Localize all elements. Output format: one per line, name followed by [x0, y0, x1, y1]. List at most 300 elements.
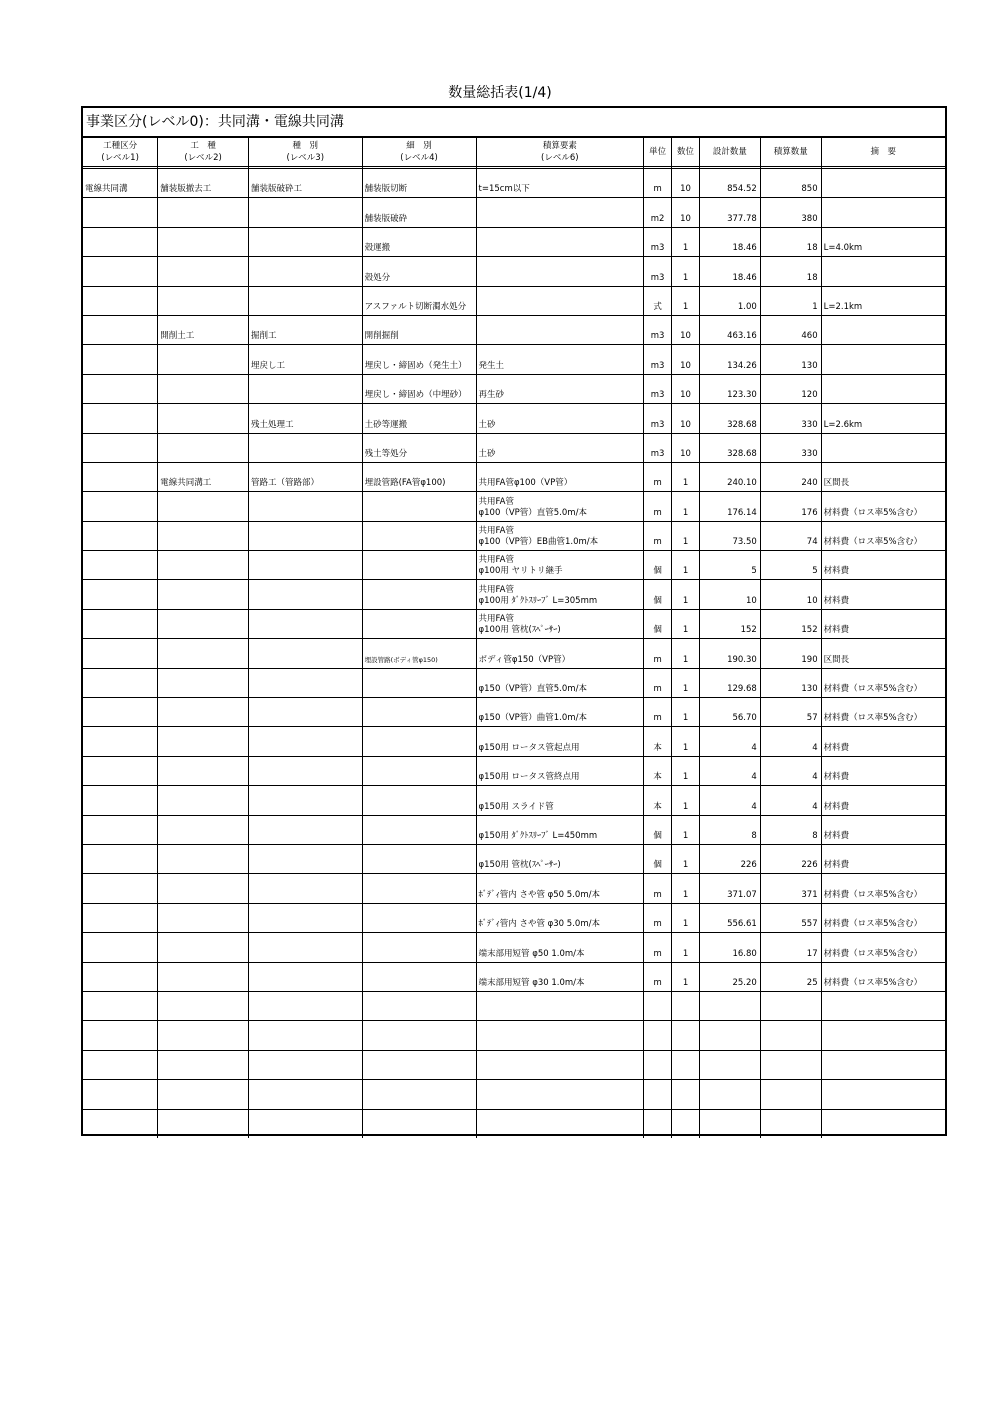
cell-level2	[158, 198, 249, 227]
cell-level2	[158, 404, 249, 433]
cell-note: 材料費（ロス率5%含む）	[821, 698, 945, 727]
cell-calc-qty: 4	[760, 786, 821, 815]
cell-level2	[158, 433, 249, 462]
cell-level2	[158, 345, 249, 374]
table-row	[83, 404, 945, 433]
cell-level4	[362, 580, 476, 609]
cell-design-qty: 328.68	[700, 404, 761, 433]
cell-design-qty: 190.30	[700, 639, 761, 668]
cell-digit: 1	[672, 462, 700, 491]
cell-calc-qty	[760, 1080, 821, 1109]
cell-level1	[83, 815, 158, 844]
cell-level1	[83, 933, 158, 962]
cell-digit	[672, 991, 700, 1020]
cell-level6-prefix: 共用FA管	[478, 496, 514, 507]
cell-level3	[248, 198, 362, 227]
cell-level1	[83, 286, 158, 315]
cell-digit: 1	[672, 227, 700, 256]
cell-level1	[83, 462, 158, 491]
cell-level4: 開削掘削	[362, 315, 476, 344]
cell-design-qty: 226	[700, 844, 761, 873]
table-row	[83, 1050, 945, 1079]
cell-digit	[672, 1021, 700, 1050]
cell-level6-prefix: 共用FA管	[478, 614, 514, 625]
header-row	[83, 138, 945, 167]
cell-level4	[362, 962, 476, 991]
cell-calc-qty: 18	[760, 227, 821, 256]
cell-level6: ﾎﾞﾃﾞｨ管内 さや管 φ30 5.0m/本	[476, 903, 644, 932]
table-row	[83, 698, 945, 727]
table-row	[83, 169, 945, 198]
cell-level1	[83, 433, 158, 462]
cell-level6-prefix: 共用FA管	[478, 555, 514, 566]
cell-design-qty: 4	[700, 786, 761, 815]
cell-level6: φ150用 管枕(ｽﾍﾟｰｻｰ)	[476, 844, 644, 873]
cell-design-qty	[700, 991, 761, 1020]
cell-level1	[83, 404, 158, 433]
cell-calc-qty: 57	[760, 698, 821, 727]
cell-digit: 1	[672, 609, 700, 638]
cell-level6: 共用FA管φ100（VP管）	[476, 462, 644, 491]
cell-level3	[248, 903, 362, 932]
cell-unit: m3	[644, 404, 672, 433]
cell-note	[821, 1050, 945, 1079]
cell-calc-qty: 74	[760, 521, 821, 550]
cell-calc-qty: 240	[760, 462, 821, 491]
cell-level4: 土砂等運搬	[362, 404, 476, 433]
cell-design-qty: 25.20	[700, 962, 761, 991]
cell-level4: 舗装版破砕	[362, 198, 476, 227]
cell-design-qty: 854.52	[700, 169, 761, 198]
cell-level1	[83, 374, 158, 403]
cell-unit: m	[644, 668, 672, 697]
cell-digit: 1	[672, 521, 700, 550]
cell-level3	[248, 286, 362, 315]
header-label: 積算要素	[542, 141, 577, 151]
cell-note	[821, 1021, 945, 1050]
cell-unit	[644, 1021, 672, 1050]
cell-digit: 1	[672, 844, 700, 873]
cell-note: 区間長	[821, 639, 945, 668]
table-row	[83, 609, 945, 638]
header-label: 工種区分	[103, 141, 138, 151]
cell-level6	[476, 198, 644, 227]
cell-level2	[158, 521, 249, 550]
cell-note: L=2.1km	[821, 286, 945, 315]
cell-unit: m	[644, 521, 672, 550]
cell-level6	[476, 286, 644, 315]
cell-calc-qty: 152	[760, 609, 821, 638]
cell-unit	[644, 1109, 672, 1138]
cell-unit: m	[644, 903, 672, 932]
cell-level4: 殻処分	[362, 257, 476, 286]
cell-digit: 10	[672, 169, 700, 198]
header-level: (レベル6)	[541, 153, 579, 163]
cell-design-qty	[700, 1021, 761, 1050]
cell-level6-text: φ100（VP管）EB曲管1.0m/本	[478, 537, 599, 548]
cell-note: 材料費	[821, 580, 945, 609]
cell-level6	[476, 1109, 644, 1138]
table-row	[83, 1021, 945, 1050]
cell-design-qty: 73.50	[700, 521, 761, 550]
table-row	[83, 874, 945, 903]
cell-calc-qty: 557	[760, 903, 821, 932]
cell-design-qty: 129.68	[700, 668, 761, 697]
cell-digit: 1	[672, 874, 700, 903]
cell-level1	[83, 315, 158, 344]
cell-calc-qty: 226	[760, 844, 821, 873]
cell-unit: m	[644, 962, 672, 991]
cell-digit	[672, 1109, 700, 1138]
cell-calc-qty: 850	[760, 169, 821, 198]
cell-design-qty: 134.26	[700, 345, 761, 374]
cell-level1	[83, 257, 158, 286]
cell-design-qty: 1.00	[700, 286, 761, 315]
cell-level2	[158, 903, 249, 932]
cell-level4	[362, 1080, 476, 1109]
cell-digit: 1	[672, 727, 700, 756]
cell-design-qty: 4	[700, 756, 761, 785]
cell-calc-qty: 330	[760, 404, 821, 433]
cell-level6: φ150用 ﾀﾞｸﾄｽﾘｰﾌﾞ L=450mm	[476, 815, 644, 844]
cell-level2	[158, 933, 249, 962]
header-label: 工 種	[190, 141, 216, 151]
cell-level1	[83, 786, 158, 815]
cell-level2: 開削土工	[158, 315, 249, 344]
cell-level4: 埋設管路(FA管φ100)	[362, 462, 476, 491]
cell-calc-qty: 5	[760, 551, 821, 580]
cell-design-qty: 463.16	[700, 315, 761, 344]
table-row	[83, 551, 945, 580]
cell-level2	[158, 257, 249, 286]
table-row	[83, 1080, 945, 1109]
cell-level2	[158, 609, 249, 638]
cell-level4	[362, 521, 476, 550]
cell-level1	[83, 874, 158, 903]
cell-level4: 埋戻し・締固め（中埋砂）	[362, 374, 476, 403]
cell-digit: 1	[672, 933, 700, 962]
cell-note	[821, 374, 945, 403]
cell-level1	[83, 1080, 158, 1109]
cell-level4	[362, 668, 476, 697]
cell-unit: 式	[644, 286, 672, 315]
header-label: 細 別	[406, 141, 432, 151]
cell-design-qty: 123.30	[700, 374, 761, 403]
cell-level4: アスファルト切断濁水処分	[362, 286, 476, 315]
cell-calc-qty: 460	[760, 315, 821, 344]
cell-level6: φ150用 スライド管	[476, 786, 644, 815]
cell-level1	[83, 1109, 158, 1138]
cell-level4: 残土等処分	[362, 433, 476, 462]
cell-level6: t=15cm以下	[476, 169, 644, 198]
cell-level1	[83, 609, 158, 638]
cell-calc-qty	[760, 1050, 821, 1079]
cell-unit: m2	[644, 198, 672, 227]
cell-digit: 10	[672, 315, 700, 344]
cell-calc-qty: 130	[760, 668, 821, 697]
table-row	[83, 991, 945, 1020]
cell-note: 材料費	[821, 609, 945, 638]
cell-level6	[476, 1021, 644, 1050]
cell-calc-qty: 371	[760, 874, 821, 903]
cell-level6	[476, 609, 644, 638]
cell-note: 材料費（ロス率5%含む）	[821, 903, 945, 932]
cell-level1	[83, 727, 158, 756]
cell-level6: 土砂	[476, 404, 644, 433]
cell-digit: 10	[672, 345, 700, 374]
cell-level6-prefix: 共用FA管	[478, 526, 514, 537]
cell-level4	[362, 551, 476, 580]
cell-design-qty: 18.46	[700, 227, 761, 256]
col-level2-header	[158, 138, 249, 167]
cell-level1: 電線共同溝	[83, 169, 158, 198]
cell-unit: m	[644, 639, 672, 668]
col-digit-header	[672, 138, 700, 167]
cell-level4	[362, 756, 476, 785]
cell-level6: ﾎﾞﾃﾞｨ管内 さや管 φ50 5.0m/本	[476, 874, 644, 903]
cell-level1	[83, 1050, 158, 1079]
cell-design-qty: 328.68	[700, 433, 761, 462]
cell-digit: 1	[672, 962, 700, 991]
cell-level3	[248, 580, 362, 609]
cell-level4	[362, 786, 476, 815]
cell-unit: m	[644, 492, 672, 521]
table-row	[83, 756, 945, 785]
cell-digit: 1	[672, 815, 700, 844]
cell-level2	[158, 668, 249, 697]
cell-level3	[248, 933, 362, 962]
cell-level6	[476, 315, 644, 344]
cell-digit: 10	[672, 198, 700, 227]
cell-level6	[476, 257, 644, 286]
cell-level4	[362, 492, 476, 521]
cell-level2	[158, 1050, 249, 1079]
cell-unit: 個	[644, 815, 672, 844]
table-row	[83, 933, 945, 962]
cell-unit: m	[644, 874, 672, 903]
cell-level4	[362, 815, 476, 844]
cell-level6: φ150用 ロータス管終点用	[476, 756, 644, 785]
cell-note	[821, 1109, 945, 1138]
header-label: 種 別	[292, 141, 319, 151]
cell-level3	[248, 874, 362, 903]
cell-level3	[248, 639, 362, 668]
cell-level4	[362, 727, 476, 756]
cell-note	[821, 169, 945, 198]
cell-level6	[476, 551, 644, 580]
cell-level4	[362, 933, 476, 962]
header-level: (レベル3)	[286, 153, 325, 163]
col-level6-header	[476, 138, 644, 167]
cell-calc-qty: 17	[760, 933, 821, 962]
cell-design-qty	[700, 1050, 761, 1079]
cell-level2	[158, 1109, 249, 1138]
cell-note: 材料費	[821, 815, 945, 844]
cell-level2	[158, 492, 249, 521]
cell-note: 材料費（ロス率5%含む）	[821, 668, 945, 697]
cell-design-qty: 377.78	[700, 198, 761, 227]
cell-note: 材料費	[821, 727, 945, 756]
cell-level3	[248, 521, 362, 550]
header-level: (レベル4)	[400, 153, 438, 163]
table-row	[83, 227, 945, 256]
cell-level6	[476, 521, 644, 550]
cell-digit: 1	[672, 668, 700, 697]
cell-calc-qty: 18	[760, 257, 821, 286]
cell-level6-text: φ100（VP管）直管5.0m/本	[478, 507, 587, 518]
cell-level2	[158, 727, 249, 756]
cell-level2	[158, 786, 249, 815]
cell-level6	[476, 492, 644, 521]
cell-calc-qty: 190	[760, 639, 821, 668]
col-level3-header	[248, 138, 362, 167]
cell-note: 材料費	[821, 756, 945, 785]
table-row	[83, 786, 945, 815]
cell-level1	[83, 756, 158, 785]
cell-level6-text: φ100用 管枕(ｽﾍﾟｰｻｰ)	[478, 625, 561, 636]
cell-level3	[248, 1021, 362, 1050]
table-row	[83, 257, 945, 286]
cell-level1	[83, 227, 158, 256]
cell-design-qty: 16.80	[700, 933, 761, 962]
cell-level6: 土砂	[476, 433, 644, 462]
table-row	[83, 668, 945, 697]
cell-level2	[158, 551, 249, 580]
cell-design-qty: 5	[700, 551, 761, 580]
cell-level6: 端末部用短管 φ30 1.0m/本	[476, 962, 644, 991]
cell-level4	[362, 874, 476, 903]
cell-calc-qty: 1	[760, 286, 821, 315]
cell-digit: 10	[672, 433, 700, 462]
cell-level3	[248, 433, 362, 462]
cell-unit: m	[644, 169, 672, 198]
cell-level1	[83, 962, 158, 991]
cell-unit: m	[644, 698, 672, 727]
col-note-header	[821, 138, 945, 167]
cell-design-qty: 152	[700, 609, 761, 638]
cell-calc-qty: 8	[760, 815, 821, 844]
cell-level3	[248, 815, 362, 844]
cell-digit: 1	[672, 286, 700, 315]
cell-level1	[83, 521, 158, 550]
table-row	[83, 462, 945, 491]
cell-note	[821, 991, 945, 1020]
header-label: 設計数量	[712, 147, 747, 157]
cell-note: 材料費（ロス率5%含む）	[821, 962, 945, 991]
cell-level6: φ150（VP管）直管5.0m/本	[476, 668, 644, 697]
cell-level3	[248, 257, 362, 286]
col-unit-header	[644, 138, 672, 167]
cell-level3: 管路工（管路部）	[248, 462, 362, 491]
cell-note: 材料費	[821, 786, 945, 815]
cell-note: 区間長	[821, 462, 945, 491]
table-row	[83, 345, 945, 374]
table-row	[83, 639, 945, 668]
header-level: (レベル1)	[101, 153, 139, 163]
cell-level3	[248, 844, 362, 873]
section-title: 事業区分(レベル0)：共同溝・電線共同溝	[83, 108, 945, 137]
table-row	[83, 315, 945, 344]
cell-note	[821, 433, 945, 462]
cell-level4	[362, 1021, 476, 1050]
cell-note	[821, 315, 945, 344]
cell-design-qty	[700, 1109, 761, 1138]
cell-note	[821, 198, 945, 227]
cell-level3	[248, 227, 362, 256]
cell-level1	[83, 1021, 158, 1050]
cell-design-qty: 371.07	[700, 874, 761, 903]
cell-design-qty: 56.70	[700, 698, 761, 727]
cell-level2	[158, 374, 249, 403]
cell-calc-qty: 330	[760, 433, 821, 462]
cell-note: 材料費（ロス率5%含む）	[821, 874, 945, 903]
cell-level2	[158, 844, 249, 873]
cell-unit: m	[644, 933, 672, 962]
table-row	[83, 1109, 945, 1138]
table-body	[83, 167, 945, 1139]
table-row	[83, 903, 945, 932]
cell-level3	[248, 551, 362, 580]
cell-level2: 電線共同溝工	[158, 462, 249, 491]
cell-level2: 舗装版撤去工	[158, 169, 249, 198]
cell-level6	[476, 580, 644, 609]
cell-note: 材料費（ロス率5%含む）	[821, 933, 945, 962]
cell-level4	[362, 844, 476, 873]
cell-note: 材料費	[821, 551, 945, 580]
cell-note: 材料費（ロス率5%含む）	[821, 492, 945, 521]
table-row	[83, 433, 945, 462]
cell-level4	[362, 1109, 476, 1138]
cell-level4: 埋戻し・締固め（発生土）	[362, 345, 476, 374]
cell-level4	[362, 1050, 476, 1079]
col-level1-header	[83, 138, 158, 167]
table-row	[83, 521, 945, 550]
cell-level3: 掘削工	[248, 315, 362, 344]
col-design-qty-header	[700, 138, 761, 167]
cell-note	[821, 345, 945, 374]
cell-level6	[476, 1050, 644, 1079]
cell-digit	[672, 1050, 700, 1079]
cell-level2	[158, 1080, 249, 1109]
cell-unit: 個	[644, 551, 672, 580]
cell-level6: φ150用 ロータス管起点用	[476, 727, 644, 756]
table-row	[83, 815, 945, 844]
cell-level3	[248, 1109, 362, 1138]
cell-level1	[83, 580, 158, 609]
cell-design-qty: 176.14	[700, 492, 761, 521]
cell-level1	[83, 991, 158, 1020]
cell-level3	[248, 374, 362, 403]
cell-level3: 埋戻し工	[248, 345, 362, 374]
cell-unit	[644, 1080, 672, 1109]
cell-level2	[158, 1021, 249, 1050]
table-row	[83, 286, 945, 315]
cell-level2	[158, 227, 249, 256]
cell-level4: 殻運搬	[362, 227, 476, 256]
cell-level3	[248, 962, 362, 991]
cell-unit: 個	[644, 844, 672, 873]
cell-level6-text: φ100用 ﾀﾞｸﾄｽﾘｰﾌﾞ L=305mm	[478, 595, 598, 606]
cell-design-qty: 240.10	[700, 462, 761, 491]
cell-level1	[83, 492, 158, 521]
cell-level2	[158, 991, 249, 1020]
cell-level6-prefix: 共用FA管	[478, 584, 514, 595]
cell-design-qty: 10	[700, 580, 761, 609]
cell-calc-qty: 130	[760, 345, 821, 374]
cell-level3	[248, 786, 362, 815]
header-label: 摘 要	[870, 147, 897, 157]
cell-calc-qty: 25	[760, 962, 821, 991]
